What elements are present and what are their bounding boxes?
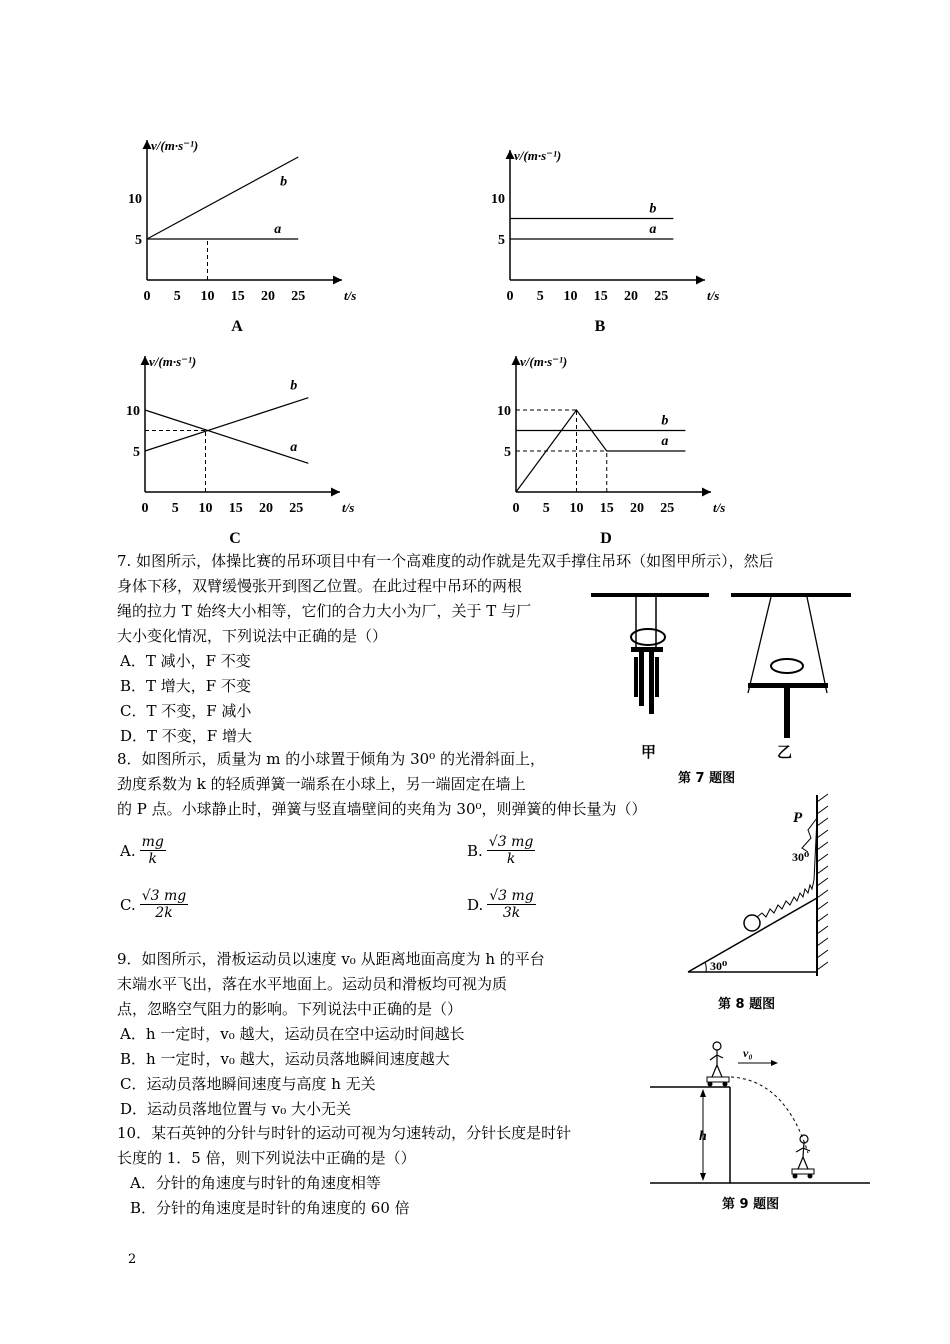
chart-letter: C <box>229 530 241 547</box>
y-tick-label: 5 <box>504 445 511 460</box>
fig-label-jia: 甲 <box>641 745 657 761</box>
vt-charts <box>0 0 950 560</box>
q7-line-1: 7. 如图所示，体操比赛的吊环项目中有一个高难度的动作就是先双手撑住吊环（如图甲所示），然后 <box>117 552 774 570</box>
angle-incline-label: 30⁰ <box>710 959 728 973</box>
velocity-label: v₀ <box>743 1046 753 1060</box>
x-tick-label: 15 <box>228 501 243 516</box>
series-b-line <box>145 398 308 451</box>
q7-line-2: 身体下移，双臂缓慢张开到图乙位置。在此过程中吊环的两根 <box>117 577 523 595</box>
series-b-label: b <box>290 378 298 394</box>
x-tick-label: 0 <box>512 501 520 516</box>
x-tick-label: 15 <box>230 289 245 304</box>
q8-option-b-label: B. <box>467 841 483 860</box>
chart-letter: B <box>594 318 606 335</box>
q7-option-d: D．T 不变，F 增大 <box>120 727 252 745</box>
x-tick-label: 5 <box>536 289 544 304</box>
q8-option-d-label: D. <box>467 895 484 914</box>
q8-option-c <box>120 888 188 921</box>
y-tick-label: 5 <box>498 233 505 248</box>
x-tick-label: 25 <box>289 501 304 516</box>
q9-option-b: B．h 一定时，v₀ 越大，运动员落地瞬间速度越大 <box>120 1050 450 1068</box>
q8-option-c-label: C. <box>120 895 136 914</box>
y-axis-label: v/(m·s⁻¹) <box>149 354 197 369</box>
x-tick-label: 0 <box>506 289 514 304</box>
q8-option-d-num: √3 mg <box>489 888 534 904</box>
q9-option-d: D．运动员落地位置与 v₀ 大小无关 <box>120 1100 352 1118</box>
skateboard-figure <box>645 1035 875 1190</box>
q8-option-a-num: mg <box>141 834 164 850</box>
y-tick-label: 5 <box>135 233 142 248</box>
q8-option-a-label: A. <box>120 841 136 860</box>
y-tick-label: 10 <box>126 404 140 419</box>
y-axis-label: v/(m·s⁻¹) <box>151 138 199 153</box>
q10-option-b: B．分针的角速度是时针的角速度的 60 倍 <box>130 1199 410 1217</box>
series-b-label: b <box>280 174 288 190</box>
x-tick-label: 15 <box>599 501 614 516</box>
x-tick-label: 20 <box>624 289 638 304</box>
x-tick-label: 15 <box>593 289 608 304</box>
x-axis-label: t/s <box>707 288 720 303</box>
chart-d <box>497 354 725 547</box>
series-b-label: b <box>661 413 669 429</box>
q8-option-c-num: √3 mg <box>141 888 187 904</box>
chart-b <box>491 148 719 335</box>
q8-option-b-num: √3 mg <box>488 834 534 850</box>
q9-line-1: 9．如图所示，滑板运动员以速度 v₀ 从距离地面高度为 h 的平台 <box>117 950 545 968</box>
series-a-label: a <box>290 440 298 455</box>
series-a-line <box>145 410 308 463</box>
q9-option-c: C．运动员落地瞬间速度与高度 h 无关 <box>120 1075 376 1093</box>
point-p-label: P <box>793 810 803 826</box>
q9-figure-caption: 第 9 题图 <box>722 1197 780 1212</box>
rings-figure <box>585 585 860 765</box>
x-tick-label: 10 <box>198 501 213 516</box>
q10-line-1: 10．某石英钟的分针与时针的运动可视为匀速转动，分针长度是时针 <box>117 1124 572 1142</box>
q8-option-b <box>467 834 535 867</box>
q7-figure-caption: 第 7 题图 <box>678 771 736 786</box>
q9-option-a: A．h 一定时，v₀ 越大，运动员在空中运动时间越长 <box>120 1025 465 1043</box>
series-a-label: a <box>661 434 669 449</box>
q8-line-2: 劲度系数为 k 的轻质弹簧一端系在小球上，另一端固定在墙上 <box>117 775 526 793</box>
x-tick-label: 25 <box>660 501 675 516</box>
x-tick-label: 0 <box>141 501 149 516</box>
q10-option-a: A．分针的角速度与时针的角速度相等 <box>130 1174 381 1192</box>
y-tick-label: 10 <box>128 192 142 207</box>
x-tick-label: 25 <box>654 289 669 304</box>
q10-line-2: 长度的 1．5 倍，则下列说法中正确的是（） <box>117 1149 416 1167</box>
chart-c <box>126 354 354 547</box>
angle-wall-label: 30⁰ <box>792 850 810 864</box>
x-tick-label: 0 <box>143 289 151 304</box>
x-tick-label: 25 <box>291 289 306 304</box>
q9-line-3: 点，忽略空气阻力的影响。下列说法中正确的是（） <box>117 1000 463 1018</box>
x-tick-label: 10 <box>200 289 215 304</box>
series-a-label: a <box>274 222 282 237</box>
q8-option-d-den: 3k <box>502 905 521 921</box>
chart-letter: D <box>600 530 612 547</box>
y-axis-label: v/(m·s⁻¹) <box>514 148 562 163</box>
y-tick-label: 10 <box>491 192 505 207</box>
x-axis-label: t/s <box>344 288 357 303</box>
y-tick-label: 10 <box>497 404 511 419</box>
q8-option-b-den: k <box>506 851 516 867</box>
height-label: h <box>699 1129 707 1144</box>
q7-option-b: B．T 增大，F 不变 <box>120 677 251 695</box>
q7-line-3: 绳的拉力 T 始终大小相等，它们的合力大小为厂，关于 T 与厂 <box>117 602 532 620</box>
q8-line-1: 8．如图所示，质量为 m 的小球置于倾角为 30⁰ 的光滑斜面上， <box>117 750 545 768</box>
series-b-label: b <box>649 201 657 217</box>
fig-label-yi: 乙 <box>777 745 793 761</box>
x-axis-label: t/s <box>342 500 355 515</box>
x-axis-label: t/s <box>713 500 726 515</box>
q8-line-3: 的 P 点。小球静止时，弹簧与竖直墙壁间的夹角为 30⁰，则弹簧的伸长量为（） <box>117 800 647 818</box>
q8-option-d <box>467 888 536 921</box>
x-tick-label: 20 <box>630 501 644 516</box>
x-tick-label: 20 <box>261 289 275 304</box>
q8-option-c-den: 2k <box>155 905 173 921</box>
x-tick-label: 20 <box>259 501 273 516</box>
series-a-label: a <box>649 222 657 237</box>
y-tick-label: 5 <box>133 445 140 460</box>
page-number: 2 <box>128 1252 137 1267</box>
incline-spring-figure <box>680 790 840 985</box>
q7-line-4: 大小变化情况，下列说法中正确的是（） <box>117 627 388 645</box>
y-axis-label: v/(m·s⁻¹) <box>520 354 568 369</box>
chart-a <box>128 138 356 335</box>
x-tick-label: 5 <box>542 501 550 516</box>
q7-option-c: C．T 不变，F 减小 <box>120 702 252 720</box>
x-tick-label: 5 <box>173 289 181 304</box>
q9-line-2: 末端水平飞出，落在水平地面上。运动员和滑板均可视为质 <box>117 975 508 993</box>
q8-option-a-den: k <box>148 851 157 867</box>
x-tick-label: 10 <box>563 289 578 304</box>
q8-figure-caption: 第 8 题图 <box>718 997 776 1012</box>
q7-option-a: A．T 减小，F 不变 <box>120 652 251 670</box>
x-tick-label: 10 <box>569 501 584 516</box>
x-tick-label: 5 <box>171 501 179 516</box>
chart-letter: A <box>231 318 243 335</box>
q8-option-a <box>120 834 166 867</box>
